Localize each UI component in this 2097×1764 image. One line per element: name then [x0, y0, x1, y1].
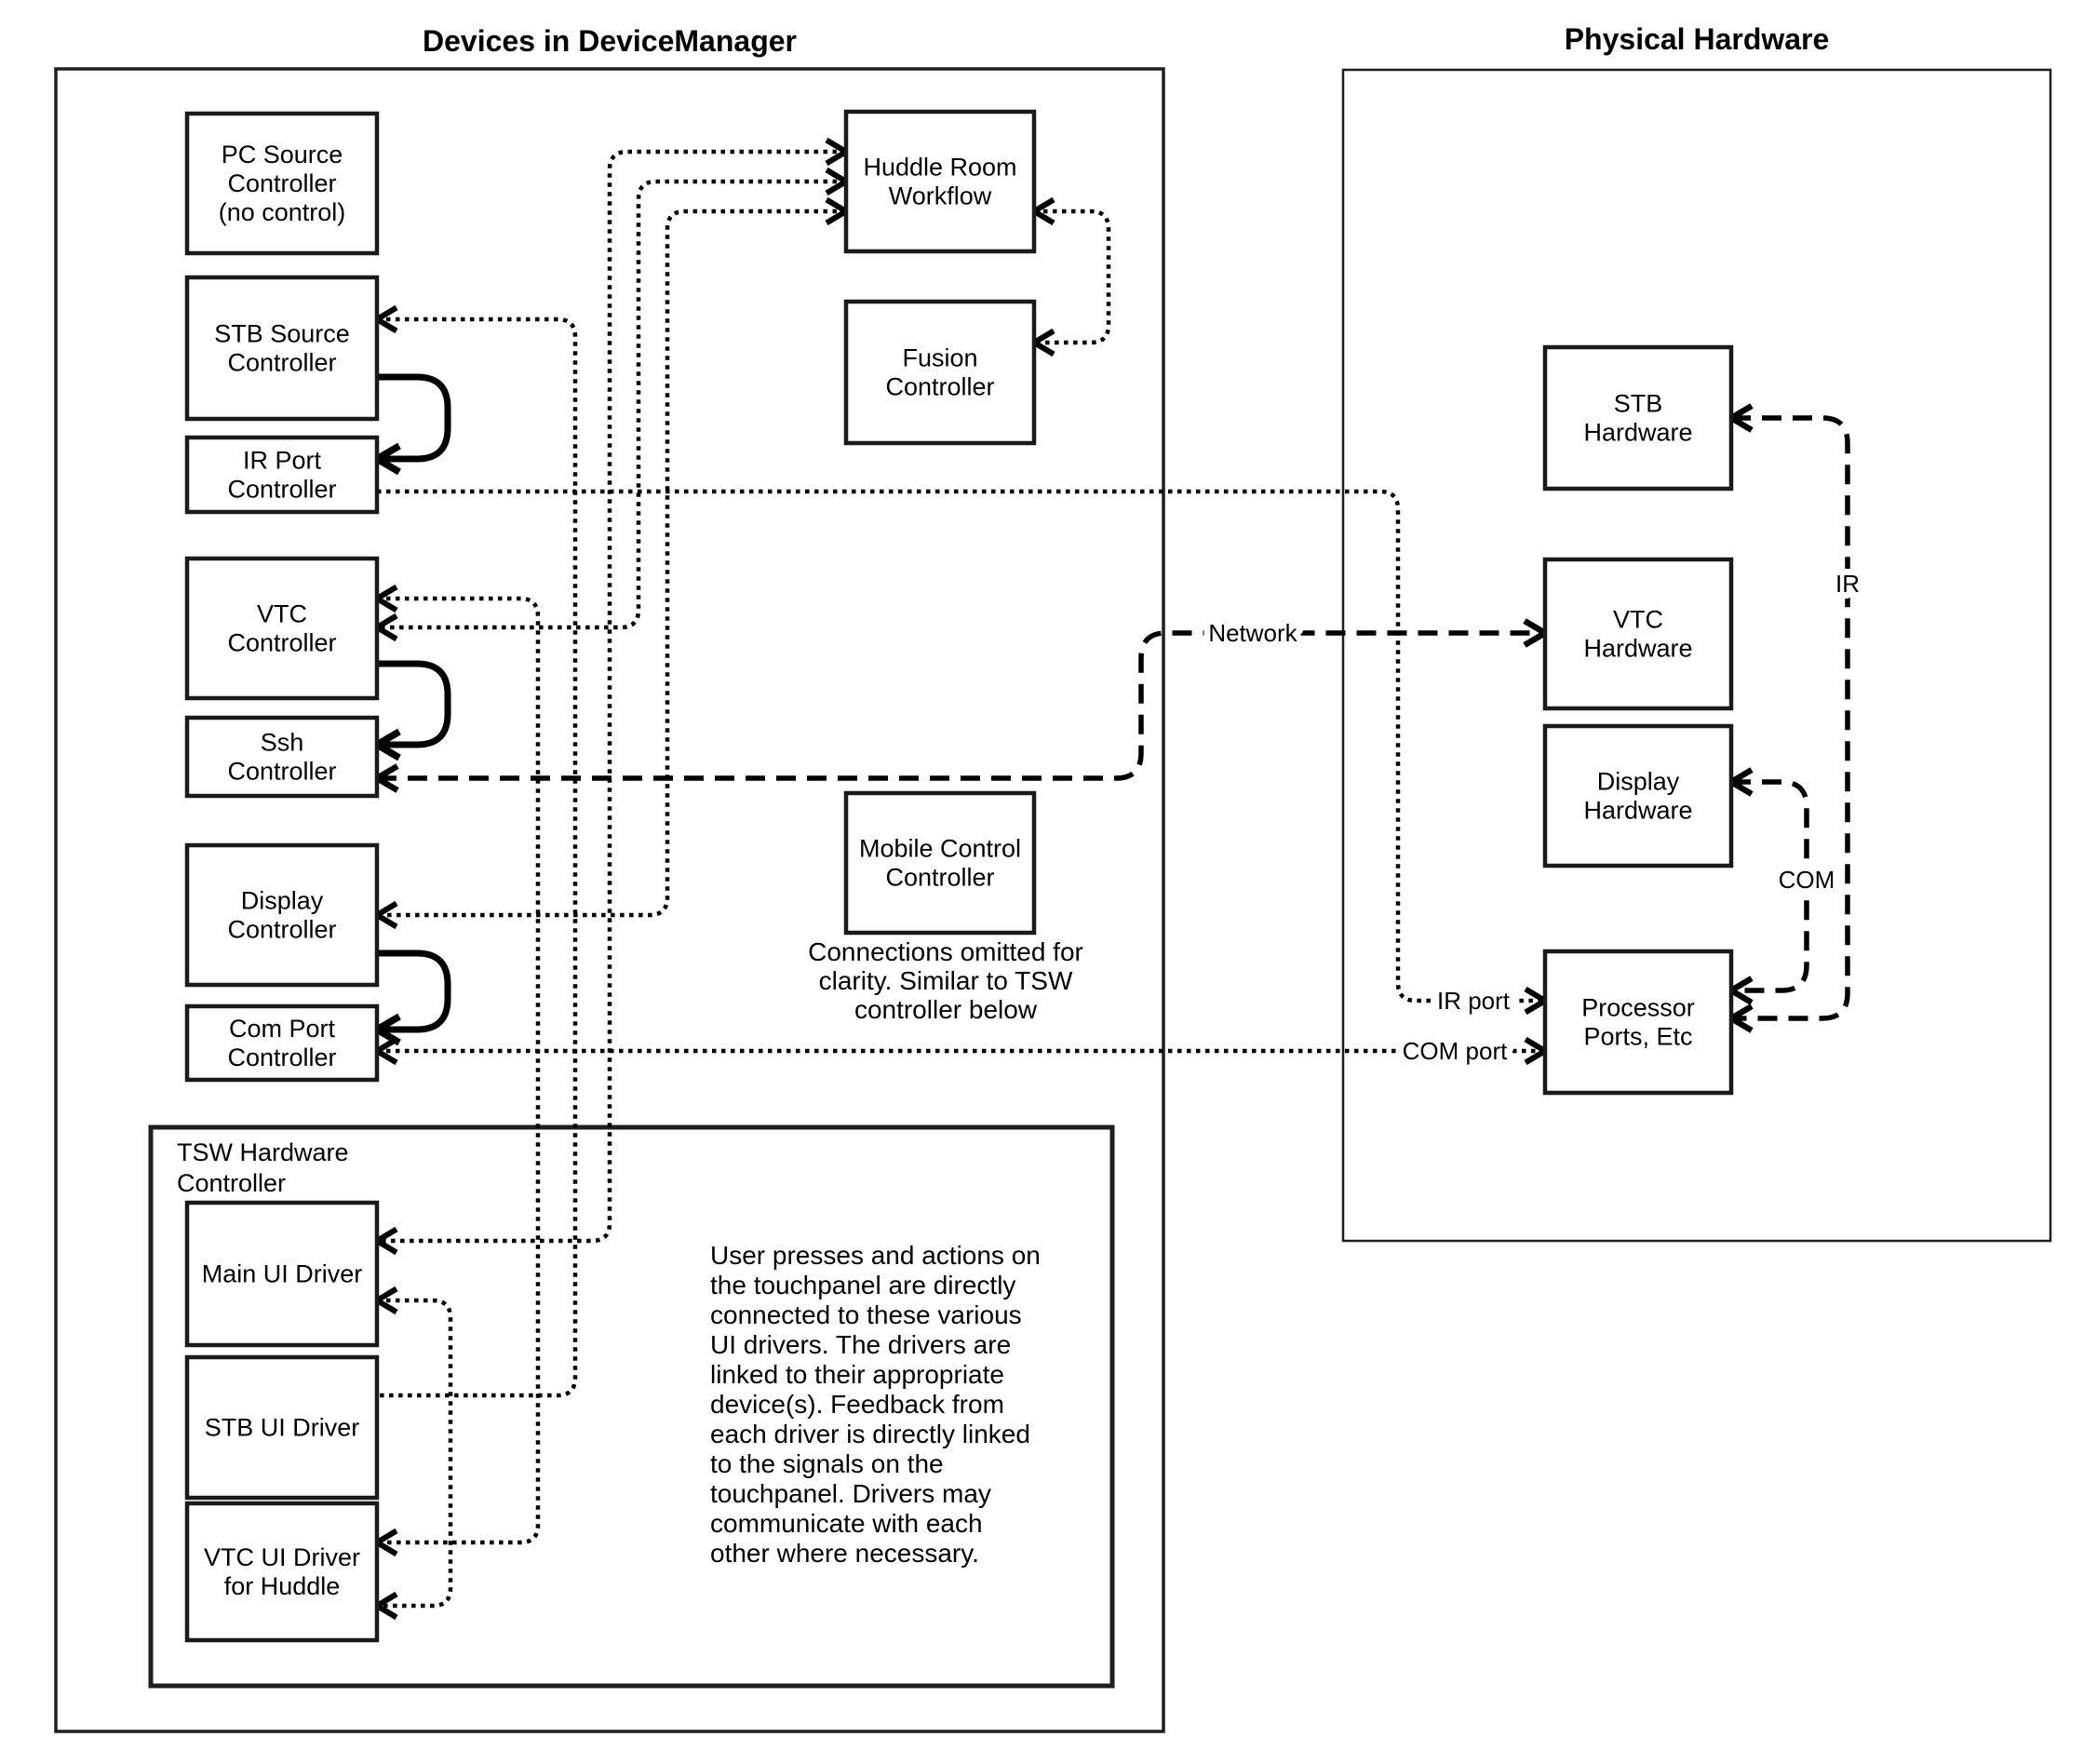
mobile-control-controller-box [846, 793, 1034, 933]
ir-port-label: IR port [1436, 987, 1511, 1015]
pc-source-controller-box [187, 114, 377, 253]
vtc-controller-label: VTC Controller [227, 599, 337, 657]
huddle-room-workflow-label: Huddle Room Workflow [863, 153, 1017, 210]
display-hardware-label: Display Hardware [1583, 767, 1693, 825]
stb-source-controller-label: STB Source Controller [214, 319, 350, 377]
fusion-controller-label: Fusion Controller [885, 343, 995, 401]
com-label: COM [1778, 866, 1835, 894]
ir-port-controller-label: IR Port Controller [227, 446, 337, 504]
vtc-hardware-box [1545, 559, 1731, 708]
vtc-hardware-label: VTC Hardware [1583, 605, 1693, 663]
vtc-ui-driver-label: VTC UI Driver for Huddle [204, 1543, 360, 1600]
mobile-controller-note: Connections omitted for clarity. Similar to TSW controller below [808, 936, 1083, 1024]
main-ui-driver-label: Main UI Driver [201, 1259, 363, 1288]
tsw-hardware-controller-group-label: TSW Hardware Controller [177, 1138, 349, 1197]
processor-ports-label: Processor Ports, Etc [1581, 993, 1695, 1051]
network-label: Network [1208, 619, 1297, 647]
stb-source-controller-box [187, 277, 377, 419]
devicemanager-title: Devices in DeviceManager [423, 24, 797, 58]
stb-ui-driver-box [187, 1357, 377, 1498]
pc-source-controller-label: PC Source Controller (no control) [218, 141, 346, 226]
ssh-controller-label: Ssh Controller [227, 728, 337, 786]
com-port-controller-box [187, 1006, 377, 1080]
com-port-controller-label: Com Port Controller [227, 1015, 337, 1071]
display-hardware-box [1545, 726, 1731, 866]
huddle-room-workflow-box [846, 112, 1034, 251]
main-ui-driver-box [187, 1203, 377, 1345]
fusion-controller-box [846, 302, 1034, 443]
tsw-drivers-note: User presses and actions on the touchpanel are directly connected to these various UI drivers. The drivers are linked to their appropriate device(s). Feedback from each driver is directly linked to the signals on the touchpanel. Drivers may communicate with each other where necessary. [710, 1240, 1041, 1568]
ir-port-controller-box [187, 438, 377, 512]
stb-hardware-box [1545, 347, 1731, 489]
processor-ports-box [1545, 951, 1731, 1093]
ir-label: IR [1835, 570, 1860, 598]
display-controller-label: Display Controller [227, 886, 337, 944]
vtc-ui-driver-box [187, 1503, 377, 1640]
mobile-control-controller-label: Mobile Control Controller [858, 834, 1022, 892]
vtc-controller-box [187, 559, 377, 698]
ssh-controller-box [187, 718, 377, 796]
com-port-label: COM port [1402, 1037, 1508, 1065]
physical-hardware-title: Physical Hardware [1564, 22, 1830, 56]
stb-ui-driver-label: STB UI Driver [204, 1413, 360, 1442]
stb-hardware-label: STB Hardware [1583, 389, 1693, 447]
display-controller-box [187, 845, 377, 985]
